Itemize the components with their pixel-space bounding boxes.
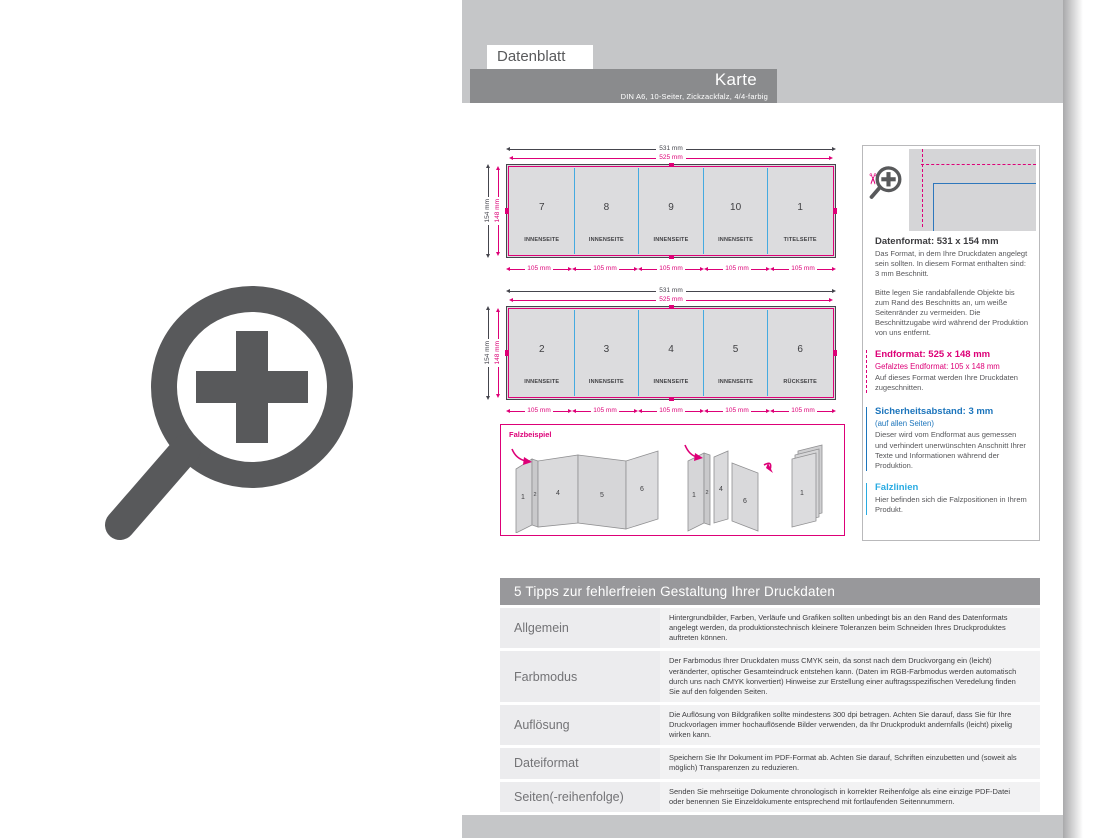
dimension-height-inner: 148 mm [495,166,502,256]
safety-line-horizontal [933,183,1036,184]
section-endformat [875,349,1030,393]
tip-row [500,705,1040,745]
panel-caption: INNENSEITE [718,379,754,385]
tip-row [500,608,1040,648]
segment-dimension: 105 mm [506,266,572,273]
section-bleed-note [875,288,1030,338]
foldlines-body: Hier befinden sich die Falzpositionen in Ihrem Produkt. [875,494,1027,514]
tips-table-header: 5 Tipps zur fehlerfreien Gestaltung Ihrer Druckdaten [500,578,1040,605]
safety-body: Dieser wird vom Endformat aus gemessen und verhindert unerwünschten Anschnitt Ihrer Texte und Informationen während der Produktion. [875,430,1026,470]
endformat-title: Endformat: 525 x 148 mm [875,349,991,361]
panel-caption: INNENSEITE [524,379,560,385]
datenformat-title: Datenformat: 531 x 154 mm [875,236,999,247]
panel-number: 6 [797,343,803,355]
tip-row [500,782,1040,812]
bleed-line-vertical [922,149,923,227]
section-safety [875,406,1030,470]
tip-row [500,748,1040,778]
safety-subtitle: (auf allen Seiten) [875,419,934,429]
safety-title: Sicherheitsabstand: 3 mm [875,406,994,418]
panel-number: 10 [730,201,742,213]
panel-6 [767,310,832,396]
tip-label: Allgemein [500,608,660,648]
panel-number: 4 [668,343,674,355]
zoom-icon-small [869,166,903,201]
panel-caption: INNENSEITE [653,237,689,243]
dimension-width-inner: 525 mm [509,297,833,304]
scissors-icon: ✂ [863,172,881,186]
panel-number: 8 [603,201,610,213]
dimension-width-outer: 531 mm [506,288,836,295]
panel-caption: INNENSEITE [524,237,560,243]
tip-text: Hintergrundbilder, Farben, Verläufe und Grafiken sollten unbedingt bis an den Rand des Datenformats angelegt werden, da produktionstechnisch kleinere Toleranzen beim Schneiden Ihres Druckproduktes auftreten können. [669,613,1008,643]
tip-label: Seiten(-reihenfolge) [500,782,660,812]
tips-rows [500,608,1040,812]
format-info-panel [862,145,1040,541]
panel-number: 9 [668,201,674,213]
panel-row [510,168,832,254]
panel-9 [638,168,703,254]
segment-dimension: 105 mm [638,408,704,415]
endformat-subtitle: Gefalztes Endformat: 105 x 148 mm [875,362,1000,372]
panel-number: 5 [732,343,739,355]
panel-10 [703,168,768,254]
panel-caption: TITELSEITE [783,237,817,243]
tip-text: Die Auflösung von Bildgrafiken sollte mindestens 300 dpi betragen. Achten Sie darauf, dass Sie für Ihre Druckvorlagen immer hochauflösende Bilder verwenden, da Ihr Druckprodukt andernfalls (leicht) pixelig wirken kann. [669,709,1013,740]
tip-text: Speichern Sie Ihr Dokument im PDF-Format ab. Achten Sie darauf, Schriften einzubetten und (soweit als möglich) Transparenzen zu reduzieren. [669,753,1017,773]
svg-text:1: 1 [692,492,696,499]
endformat-body: Auf dieses Format werden Ihre Druckdaten zugeschnitten. [875,373,1018,393]
svg-text:4: 4 [556,490,560,497]
panel-number: 1 [797,201,803,213]
panel-caption: INNENSEITE [588,379,624,385]
svg-text:6: 6 [640,486,644,493]
layout-diagram-back [484,288,846,420]
section-datenformat [875,236,1030,279]
fold-example-illustration [502,435,843,533]
panel-5 [703,310,768,396]
page-edge-shadow [1063,0,1083,838]
panel-7 [510,168,574,254]
fold-example-box [500,424,845,536]
tip-text: Der Farbmodus Ihrer Druckdaten muss CMYK sein, da sonst nach dem Druckvorgang ein (leicht) veränderter, optischer Gesamteindruck entstehen kann. (Daten im RGB-Farbmodus werden automatisch durch uns nach CMYK konvertiert) Hinweise zur Erstellung einer auftragsspezifischen Veredelung finden Sie auf den folgenden Seiten. [669,656,1017,696]
segment-dimension: 105 mm [704,266,770,273]
page-subtitle: DIN A6, 10-Seiter, Zickzackfalz, 4/4-farbig [620,92,768,101]
panel-caption: INNENSEITE [718,237,754,243]
panel-row [510,310,832,396]
bleed-line-horizontal [921,164,1036,165]
panel-8 [574,168,639,254]
panel-number: 2 [539,343,545,355]
panel-1 [767,168,832,254]
section-foldlines [875,482,1030,515]
segment-dimension: 105 mm [770,408,836,415]
dimension-height-outer: 154 mm [485,164,492,258]
panel-number: 3 [603,343,610,355]
dimension-width-inner: 525 mm [509,155,833,162]
segment-dimensions [506,408,836,415]
tip-row [500,651,1040,702]
panel-caption: RÜCKSEITE [783,379,817,385]
layout-diagram-front [484,146,846,278]
svg-text:2: 2 [705,490,709,496]
dimension-width-outer: 531 mm [506,146,836,153]
panel-4 [638,310,703,396]
segment-dimension: 105 mm [572,266,638,273]
dimension-height-inner: 148 mm [495,308,502,398]
zoom-icon [100,285,365,555]
datenblatt-tab: Datenblatt [487,45,593,69]
svg-text:5: 5 [600,492,604,499]
page-title: Karte [714,70,757,89]
tip-label: Farbmodus [500,651,660,702]
segment-dimensions [506,266,836,273]
panel-caption: INNENSEITE [653,379,689,385]
segment-dimension: 105 mm [704,408,770,415]
fold-example-label: Falzbeispiel [509,430,552,439]
panel-number: 7 [539,201,545,213]
tip-text: Senden Sie mehrseitige Dokumente chronologisch in korrekter Reihenfolge als eine einzige PDF-Datei oder benennen Sie Einzeldokumente entsprechend mit fortlaufenden Seitennummern. [669,786,1011,806]
safety-line-vertical [933,183,934,231]
segment-dimension: 105 mm [770,266,836,273]
foldlines-title: Falzlinien [875,481,919,493]
segment-dimension: 105 mm [638,266,704,273]
panel-2 [510,310,574,396]
card-sheet [506,164,836,258]
card-sheet [506,306,836,400]
svg-text:4: 4 [719,486,723,493]
panel-caption: INNENSEITE [588,237,624,243]
bleed-note-body: Bitte legen Sie randabfallende Objekte bis zum Rand des Beschnitts an, um weiße Seitenränder zu vermeiden. Die Beschnittzugabe wird während der Produktion von uns entfernt. [875,288,1029,338]
tip-label: Auflösung [500,705,660,745]
datenformat-body: Das Format, in dem Ihre Druckdaten angelegt sein sollten. In diesem Format enthalten sind: 3 mm Beschnitt. [875,249,1028,279]
svg-text:2: 2 [533,492,537,498]
panel-3 [574,310,639,396]
svg-text:6: 6 [743,498,747,505]
bleed-corner-diagram [909,149,1036,231]
svg-text:1: 1 [800,490,804,497]
svg-text:1: 1 [521,494,525,501]
segment-dimension: 105 mm [572,408,638,415]
dimension-height-outer: 154 mm [485,306,492,400]
segment-dimension: 105 mm [506,408,572,415]
title-band [470,69,777,103]
tip-label: Dateiformat [500,748,660,778]
